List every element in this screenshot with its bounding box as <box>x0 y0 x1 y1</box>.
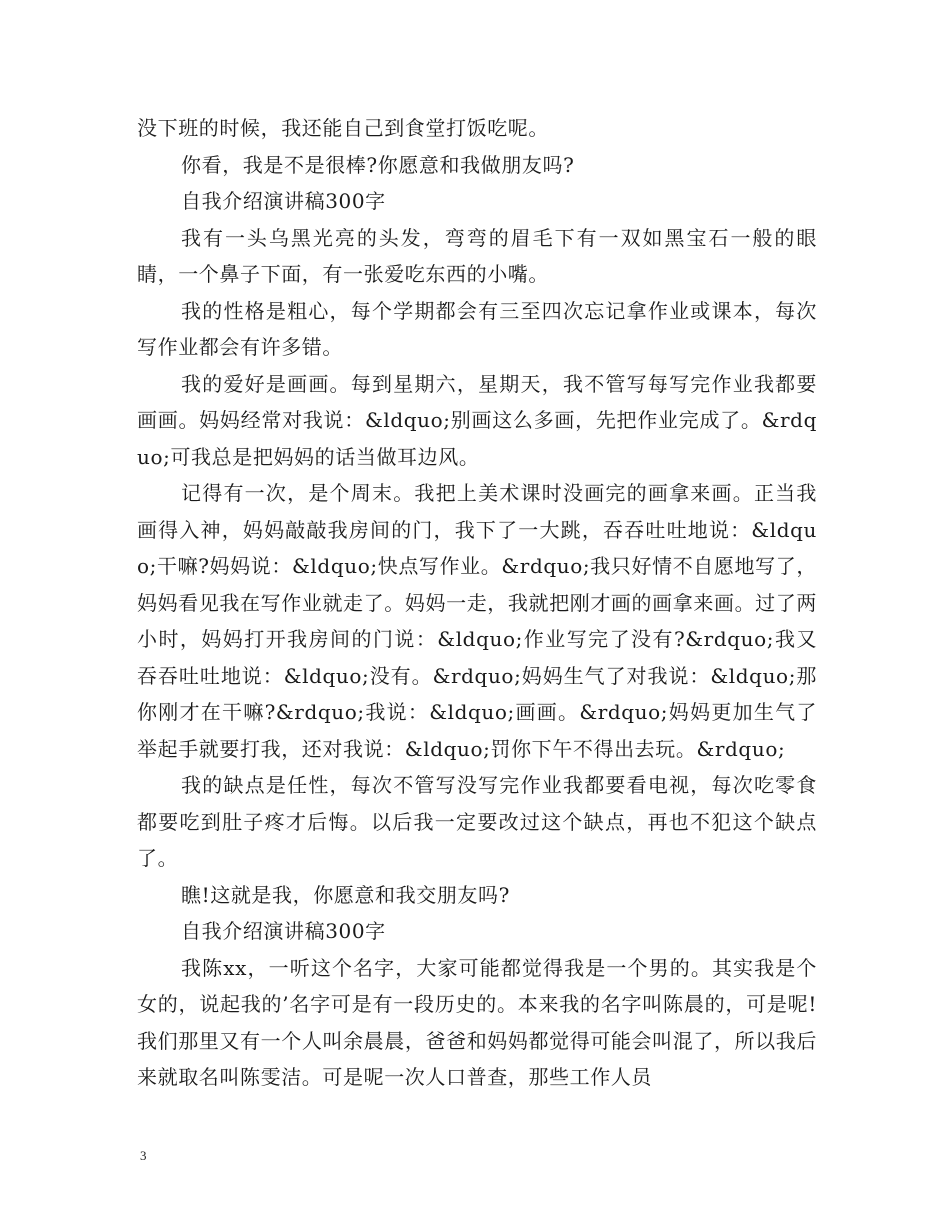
paragraph-3: 我有一头乌黑光亮的头发，弯弯的眉毛下有一双如黑宝石一般的眼睛，一个鼻子下面，有一张爱吃东西的小嘴。 <box>137 225 817 286</box>
paragraph-2: 你看，我是不是很棒?你愿意和我做朋友吗? <box>181 152 575 177</box>
paragraph-1: 没下班的时候，我还能自己到食堂打饭吃呢。 <box>137 116 549 140</box>
page-number: 3 <box>140 1148 147 1163</box>
document-body <box>137 110 817 1096</box>
section-heading-2: 自我介绍演讲稿300字 <box>181 919 386 943</box>
paragraph-9: 我陈xx，一听这个名字，大家可能都觉得我是一个男的。其实我是个女的，说起我的’名字可是有一段历史的。本来我的名字叫陈晨的，可是呢!我们那里又有一个人叫余晨晨，爸爸和妈妈都觉得可能会叫混了，所以我后来就取名叫陈雯洁。可是呢一次人口普查，那些工作人员 <box>137 955 817 1089</box>
paragraph-8: 瞧!这就是我，你愿意和我交朋友吗? <box>181 882 510 907</box>
paragraph-7: 我的缺点是任性，每次不管写没写完作业我都要看电视，每次吃零食都要吃到肚子疼才后悔。以后我一定要改过这个缺点，再也不犯这个缺点了。 <box>137 773 817 870</box>
paragraph-4: 我的性格是粗心，每个学期都会有三至四次忘记拿作业或课本，每次写作业都会有许多错。 <box>137 298 817 359</box>
section-heading-1: 自我介绍演讲稿300字 <box>181 189 386 213</box>
paragraph-5: 我的爱好是画画。每到星期六，星期天，我不管写每写完作业我都要画画。妈妈经常对我说：&ldquo;别画这么多画，先把作业完成了。&rdquo;可我总是把妈妈的话当做耳边风。 <box>137 371 817 469</box>
paragraph-6: 记得有一次，是个周末。我把上美术课时没画完的画拿来画。正当我画得入神，妈妈敲敲我房间的门，我下了一大跳，吞吞吐吐地说：&ldquo;干嘛?妈妈说：&ldquo;快点写作业。&rdquo;我只好情不自愿地写了，妈妈看见我在写作业就走了。妈妈一走，我就把刚才画的画拿来画。过了两小时，妈妈打开我房间的门说：&ldquo;作业写完了没有?&rdquo;我又吞吞吐吐地说：&ldquo;没有。&rdquo;妈妈生气了对我说：&ldquo;那你刚才在干嘛?&rdquo;我说：&ldquo;画画。&rdquo;妈妈更加生气了举起手就要打我，还对我说：&ldquo;罚你下午不得出去玩。&rdquo; <box>137 481 817 761</box>
